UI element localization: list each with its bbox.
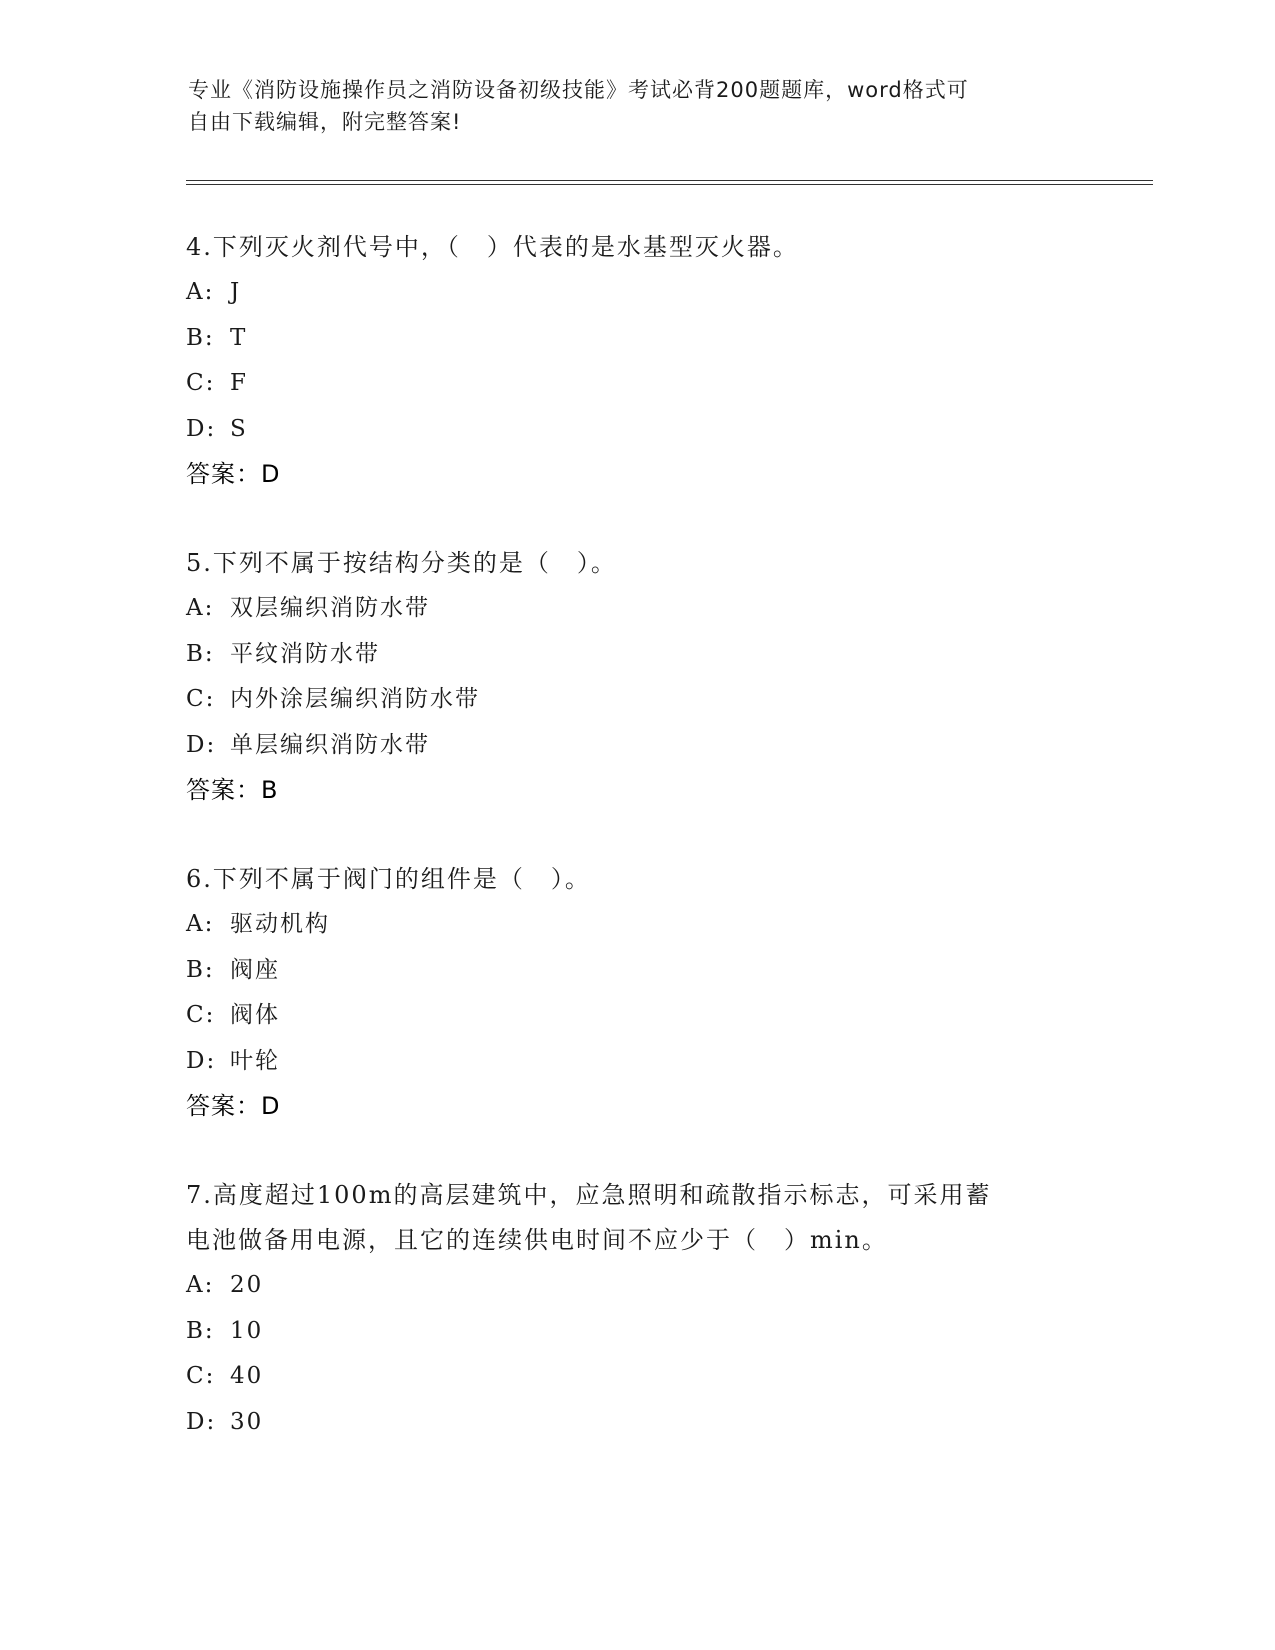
option-text: 20 xyxy=(230,1272,264,1298)
question-7 xyxy=(186,1173,1086,1445)
option-text: 单层编织消防水带 xyxy=(230,731,430,758)
option-a xyxy=(186,270,1086,316)
option-letter: C: xyxy=(186,1363,216,1389)
answer-line: 答案：D xyxy=(186,1092,281,1120)
option-b xyxy=(186,1309,1086,1355)
option-text: 10 xyxy=(230,1317,264,1344)
header-divider-top xyxy=(186,180,1153,181)
option-c xyxy=(186,361,1086,407)
option-letter: A: xyxy=(186,279,215,305)
question-4 xyxy=(186,225,1086,496)
answer-line: 答案：B xyxy=(186,776,279,804)
option-d xyxy=(186,1039,1086,1085)
option-text: 40 xyxy=(230,1363,264,1389)
header-line-2: 自由下载编辑，附完整答案! xyxy=(188,110,462,134)
document-header xyxy=(188,74,1068,138)
option-text: 30 xyxy=(230,1408,264,1435)
option-text: 内外涂层编织消防水带 xyxy=(230,686,480,712)
header-divider-bottom xyxy=(186,184,1153,185)
option-d xyxy=(186,1400,1086,1446)
option-a xyxy=(186,1263,1086,1309)
option-text: 阀体 xyxy=(230,1002,280,1028)
question-stem: 4.下列灭火剂代号中，（ ）代表的是水基型灭火器。 xyxy=(186,233,799,261)
option-text: J xyxy=(230,279,242,305)
option-letter: C: xyxy=(186,686,216,712)
option-letter: A: xyxy=(186,911,215,937)
option-text: 驱动机构 xyxy=(230,911,330,937)
option-c xyxy=(186,1354,1086,1400)
answer-line: 答案：D xyxy=(186,460,281,488)
option-c xyxy=(186,677,1086,723)
option-b xyxy=(186,948,1086,994)
option-b xyxy=(186,632,1086,678)
option-text: T xyxy=(230,324,248,351)
option-text: 平纹消防水带 xyxy=(230,640,380,667)
option-letter: D: xyxy=(186,1408,217,1435)
option-letter: B: xyxy=(186,956,215,983)
option-a xyxy=(186,902,1086,948)
option-letter: A: xyxy=(186,595,215,621)
question-stem: 6.下列不属于阀门的组件是（ ）。 xyxy=(186,865,591,893)
option-text: 叶轮 xyxy=(230,1047,280,1074)
option-c xyxy=(186,993,1086,1039)
option-d xyxy=(186,723,1086,769)
option-letter: B: xyxy=(186,640,215,667)
option-letter: D: xyxy=(186,731,217,758)
option-text: F xyxy=(230,370,248,396)
question-stem-line-1: 7.高度超过100m的高层建筑中，应急照明和疏散指示标志，可采用蓄 xyxy=(186,1181,992,1209)
option-d xyxy=(186,407,1086,453)
option-a xyxy=(186,586,1086,632)
option-letter: A: xyxy=(186,1272,215,1298)
question-stem: 5.下列不属于按结构分类的是（ ）。 xyxy=(186,549,617,577)
option-text: 双层编织消防水带 xyxy=(230,595,430,621)
option-letter: D: xyxy=(186,415,217,442)
option-b xyxy=(186,316,1086,362)
question-5 xyxy=(186,541,1086,812)
question-6 xyxy=(186,857,1086,1128)
option-text: 阀座 xyxy=(230,956,280,983)
option-letter: B: xyxy=(186,1317,215,1344)
option-letter: D: xyxy=(186,1047,217,1074)
option-letter: C: xyxy=(186,370,216,396)
option-letter: B: xyxy=(186,324,215,351)
option-letter: C: xyxy=(186,1002,216,1028)
option-text: S xyxy=(230,415,248,442)
header-line-1: 专业《消防设施操作员之消防设备初级技能》考试必背200题题库，word格式可 xyxy=(188,78,969,102)
question-stem-line-2: 电池做备用电源，且它的连续供电时间不应少于（ ）min。 xyxy=(186,1226,888,1254)
